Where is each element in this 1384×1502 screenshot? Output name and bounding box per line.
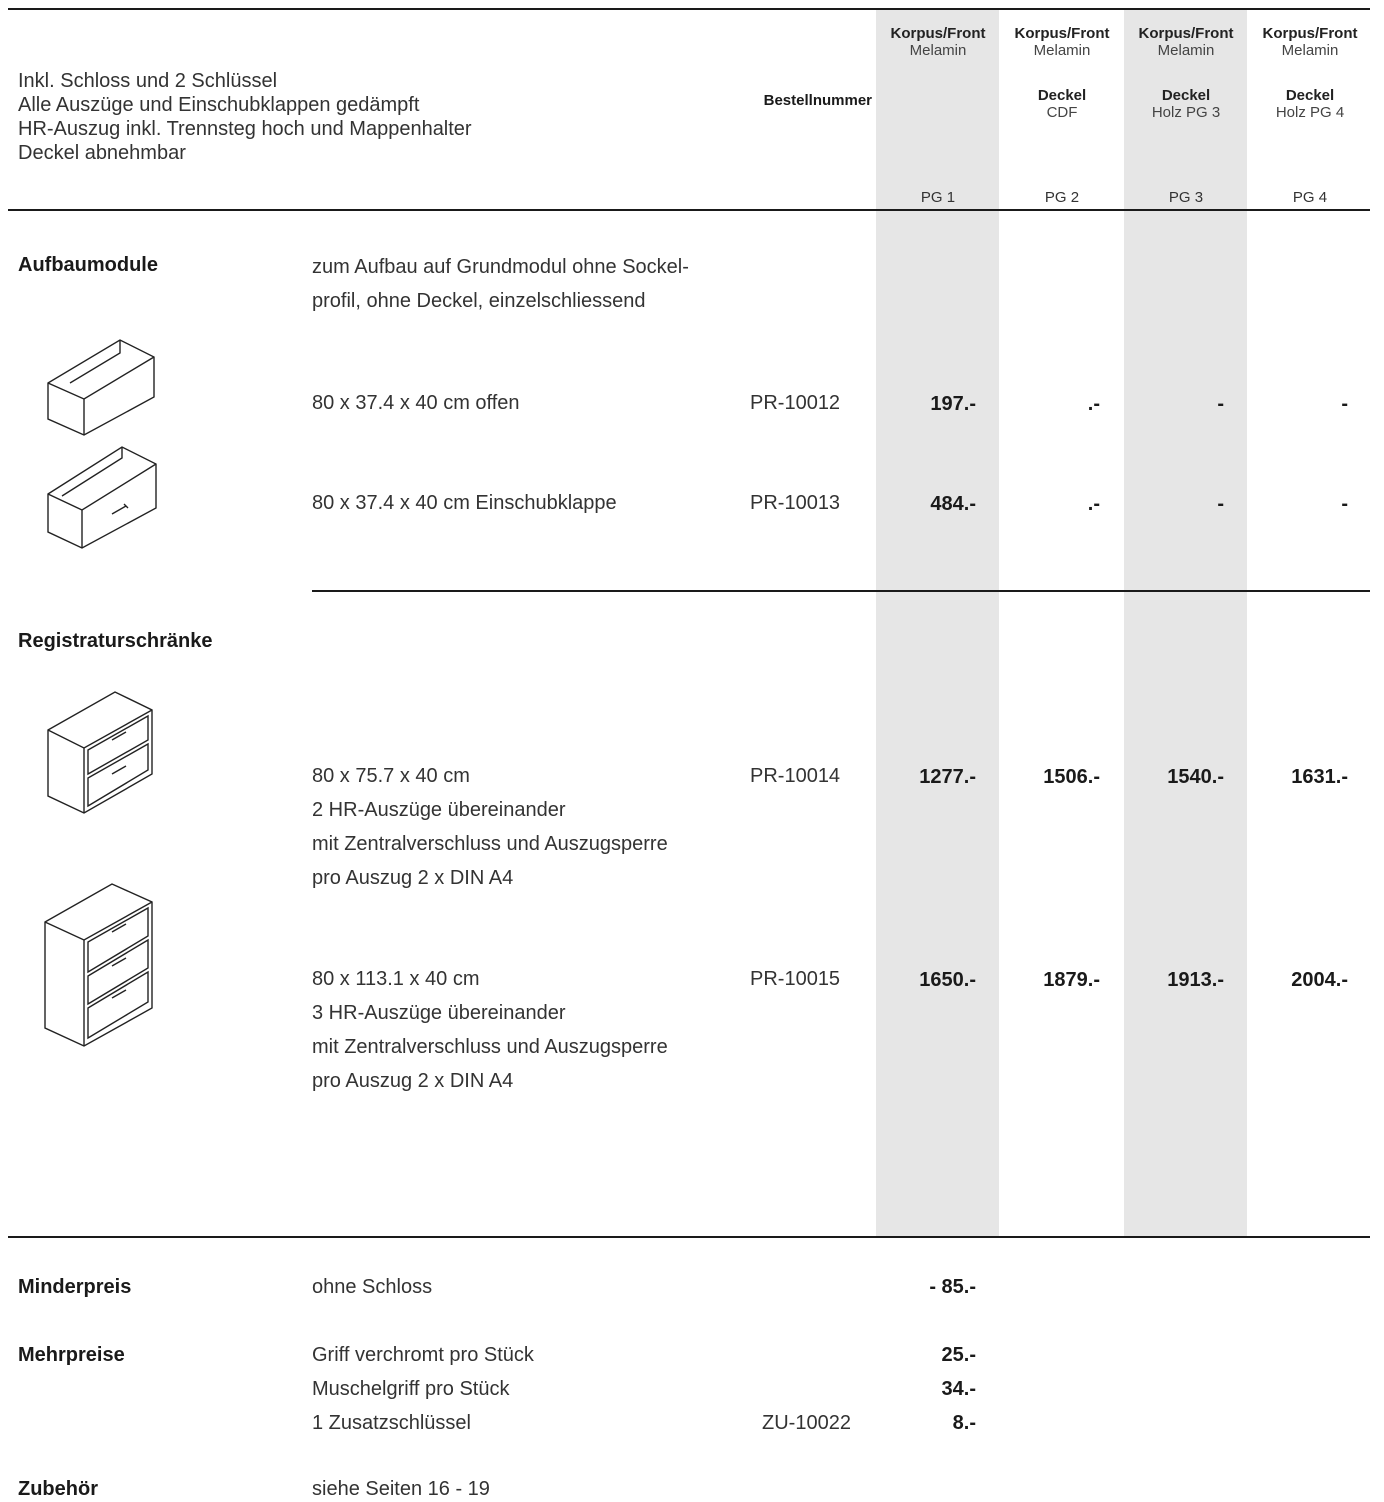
description-line: mit Zentralverschluss und Auszugsperre xyxy=(312,1036,668,1058)
header-rule xyxy=(8,209,1370,211)
description-line: pro Auszug 2 x DIN A4 xyxy=(312,1070,514,1092)
section-divider xyxy=(312,590,1370,592)
open-module-illustration xyxy=(40,335,160,440)
zubehoer-description: siehe Seiten 16 - 19 xyxy=(312,1478,490,1500)
price-pg2: 1879.- xyxy=(1043,969,1100,991)
product-description xyxy=(312,759,668,895)
top-rule xyxy=(8,8,1370,10)
price-group-label: PG 2 xyxy=(1044,189,1080,206)
intro-line: HR-Auszug inkl. Trennsteg hoch und Mappenhalter xyxy=(18,118,472,140)
column-header-pg3 xyxy=(1124,25,1248,121)
surcharge-price: 25.- xyxy=(941,1344,976,1366)
price-pg4: 1631.- xyxy=(1291,766,1348,788)
section-title-registraturschraenke: Registraturschränke xyxy=(18,630,213,652)
product-description xyxy=(312,962,668,1098)
order-number: PR-10015 xyxy=(750,968,841,990)
aufbau-description xyxy=(312,250,689,318)
column-header-line: Deckel xyxy=(1161,87,1211,104)
price-pg3: - xyxy=(1217,393,1224,415)
intro-line: Deckel abnehmbar xyxy=(18,142,186,164)
column-header-line: Korpus/Front xyxy=(1138,25,1234,42)
column-header-line: Melamin xyxy=(1281,42,1339,59)
column-header-line: Deckel xyxy=(1037,87,1087,104)
price-pg1: 1277.- xyxy=(919,766,976,788)
order-number: PR-10012 xyxy=(750,392,841,414)
price-pg1: 197.- xyxy=(930,393,976,415)
column-header-line: Korpus/Front xyxy=(1262,25,1358,42)
intro-line: Inkl. Schloss und 2 Schlüssel xyxy=(18,70,278,92)
column-header-line: Korpus/Front xyxy=(890,25,986,42)
product-description: 80 x 37.4 x 40 cm offen xyxy=(312,392,520,414)
price-group-label: PG 3 xyxy=(1168,189,1204,206)
section-title-zubehoer: Zubehör xyxy=(18,1478,98,1500)
column-header-pg1 xyxy=(876,25,1000,59)
column-header-line: Melamin xyxy=(1157,42,1215,59)
price-group-label: PG 4 xyxy=(1292,189,1328,206)
footer-rule xyxy=(8,1236,1370,1238)
price-pg3: - xyxy=(1217,493,1224,515)
column-header-line: Holz PG 3 xyxy=(1151,104,1221,121)
flap-module-illustration xyxy=(40,442,160,552)
description-line: 80 x 75.7 x 40 cm xyxy=(312,765,470,787)
intro-line: Alle Auszüge und Einschubklappen gedämpft xyxy=(18,94,420,116)
description-line: mit Zentralverschluss und Auszugsperre xyxy=(312,833,668,855)
section-title-minderpreis: Minderpreis xyxy=(18,1276,132,1298)
price-group-label: PG 1 xyxy=(920,189,956,206)
bestellnummer-header: Bestellnummer xyxy=(763,92,872,109)
order-number: PR-10014 xyxy=(750,765,841,787)
price-pg1: 484.- xyxy=(930,493,976,515)
column-header-pg4 xyxy=(1248,25,1372,121)
surcharge-price: 8.- xyxy=(952,1412,976,1434)
price-pg2: .- xyxy=(1087,493,1100,515)
price-pg2: 1506.- xyxy=(1043,766,1100,788)
column-header-line: CDF xyxy=(1046,104,1078,121)
description-line: zum Aufbau auf Grundmodul ohne Sockel- xyxy=(312,256,689,278)
column-header-line: Holz PG 4 xyxy=(1275,104,1345,121)
section-title-mehrpreise: Mehrpreise xyxy=(18,1344,125,1366)
minderpreis-description: ohne Schloss xyxy=(312,1276,433,1298)
column-header-line: Deckel xyxy=(1285,87,1335,104)
price-pg2: .- xyxy=(1087,393,1100,415)
order-number: ZU-10022 xyxy=(762,1412,851,1434)
description-line: pro Auszug 2 x DIN A4 xyxy=(312,867,514,889)
column-header-line: Korpus/Front xyxy=(1014,25,1110,42)
description-line: 3 HR-Auszüge übereinander xyxy=(312,1002,566,1024)
price-pg4: - xyxy=(1341,493,1348,515)
price-pg1: 1650.- xyxy=(919,969,976,991)
column-header-pg2 xyxy=(1000,25,1124,121)
column-header-line: Melamin xyxy=(909,42,967,59)
description-line: profil, ohne Deckel, einzelschliessend xyxy=(312,290,646,312)
intro-notes xyxy=(18,69,472,165)
price-pg4: - xyxy=(1341,393,1348,415)
column-header-line: Melamin xyxy=(1033,42,1091,59)
surcharge-description: 1 Zusatzschlüssel xyxy=(312,1412,471,1434)
surcharge-description: Muschelgriff pro Stück xyxy=(312,1378,510,1400)
price-pg4: 2004.- xyxy=(1291,969,1348,991)
surcharge-price: 34.- xyxy=(941,1378,976,1400)
description-line: 2 HR-Auszüge übereinander xyxy=(312,799,566,821)
three-drawer-cabinet-illustration xyxy=(40,880,160,1050)
two-drawer-cabinet-illustration xyxy=(40,688,160,818)
price-pg3: 1540.- xyxy=(1167,766,1224,788)
description-line: 80 x 113.1 x 40 cm xyxy=(312,968,480,990)
surcharge-description: Griff verchromt pro Stück xyxy=(312,1344,534,1366)
order-number: PR-10013 xyxy=(750,492,841,514)
product-description: 80 x 37.4 x 40 cm Einschubklappe xyxy=(312,492,617,514)
minderpreis-price: - 85.- xyxy=(929,1276,976,1298)
section-title-aufbaumodule: Aufbaumodule xyxy=(18,254,158,276)
price-pg3: 1913.- xyxy=(1167,969,1224,991)
